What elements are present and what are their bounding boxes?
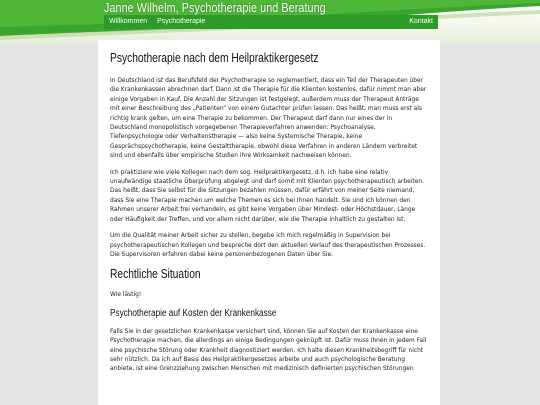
paragraph-krankenkasse: Falls Sie in der gesetzlichen Krankenkasse versichert sind, können Sie auf Kosten der Krankenkasse eine Psychotherapie machen, die allerdings an einige Bedingungen geknüpft ist. Dafür muss Ihnen in jedem Fall eine psychische Störung oder Krankheit diagnostiziert werden. Ich halte diesen Krankheitsbegriff für nicht sehr nützlich. Da ich auf Basis des Heilpraktikergesetzes arbeite und auch psychologische Beratung anbiete, ist eine Grenzziehung zwischen Menschen mit medizinisch definierten psychischen Störungen [110, 328, 427, 373]
main-navigation [104, 15, 438, 29]
main-content [98, 40, 440, 405]
site-title: Janne Wilhelm, Psychotherapie und Beratung [104, 1, 326, 15]
nav-item-kontakt[interactable]: Kontakt [409, 18, 433, 25]
paragraph-1: In Deutschland ist das Berufsfeld der Psychotherapie so reglementiert, dass ein Teil der Therapeuten über die Krankenkassen abrechnen darf. Dann ist die Therapie für die Klienten kostenlos, dafür nimmt man aber einige Vorgaben in Kauf. Die Anzahl der Sitzungen ist festgelegt, außerdem muss der Therapeut Anträge mit einer Beschreibung des „Patienten“ von einem Gutachter prüfen lassen. Das heißt, man muss erst als richtig krank gelten, um eine Therapie zu bekommen. Der Therapeut darf dann nur eines der in Deutschland monopolistisch vorgegebenen Therapieverfahren anwenden: Psychoanalyse, Tiefenpsychologie oder Verhaltenstherapie — also keine Systemische Therapie, keine Gesprächspsychotherapie, keine Gestalttherapie, obwohl diese Verfahren in anderen Ländern verbreitet sind und ebenfalls über empirische Studien ihre Wirksamkeit nachweisen können. [110, 78, 427, 160]
section-heading-rechtliche-situation: Rechtliche Situation [110, 267, 201, 282]
paragraph-2: Ich praktiziere wie viele Kollegen nach dem sog. Heilpraktikergesetz, d.h. ich habe eine relativ unaufwändige staatliche Überprüfung abgelegt und darf somit mit Klienten psychotherapeutisch arbeiten. Das heißt, dass Sie selbst für die Sitzungen bezahlen müssen, dafür erfährt von meiner Seite niemand, dass Sie eine Therapie machen um welche Themen es sich bei Ihnen handelt. Sie und ich können den Rahmen unserer Arbeit frei verhandeln, es gibt keine Vorgaben über Mindest- oder Höchstdauer, Länge oder Häufigkeit der Treffen, und vor allem nicht darüber, wie die Therapie inhaltlich zu gestalten ist. [110, 169, 424, 223]
nav-item-psychotherapie[interactable]: Psychotherapie [157, 18, 206, 25]
paragraph-3: Um die Qualität meiner Arbeit sicher zu stellen, begebe ich mich regelmäßig in Supervision bei psychotherapeutischen Kollegen und bespreche dort den aktuellen Verlauf des therapeutischen Prozesses. Die Supervisoren erfahren dabei keine personenbezogenen Daten über Sie. [110, 233, 426, 258]
nav-item-willkommen[interactable]: Willkommen [109, 18, 148, 25]
section-heading-krankenkasse: Psychotherapie auf Kosten der Krankenkasse [110, 307, 277, 319]
page-title: Psychotherapie nach dem Heilpraktikergesetz [110, 51, 319, 65]
paragraph-wie-laestig: Wie lästig! [110, 292, 142, 299]
